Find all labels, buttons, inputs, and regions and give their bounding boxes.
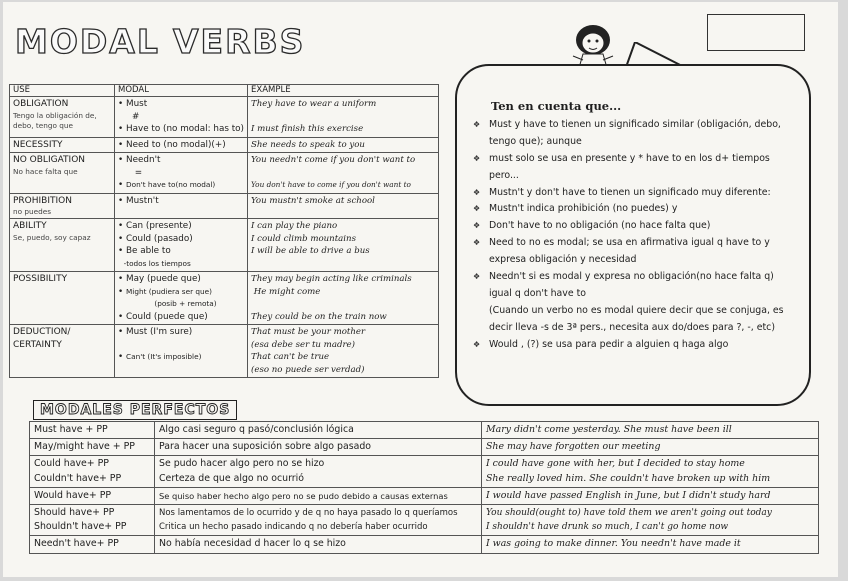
table-row: DEDUCTION/ CERTAINTY • Must (I'm sure) • Can't (It's imposible) That must be your mother (esa debe ser tu madre) That can't be true (eso no puede ser verdad) (10, 325, 439, 378)
note-item: ❖ Mustn't y don't have to tienen un significado muy diferente: (469, 185, 799, 202)
example-text: You mustn't smoke at school (251, 195, 375, 206)
note-item: ❖ must solo se usa en presente y * have to en los d+ tiempos pero... (469, 151, 799, 185)
modal-entry: Don't have to(no modal) (126, 180, 216, 189)
use-label: NECESSITY (13, 139, 63, 150)
use-note: No hace falta que (13, 166, 78, 176)
example-text: I could climb mountains (251, 233, 356, 244)
note-item: ❖ Would , (?) se usa para pedir a alguien q haga algo (469, 337, 799, 354)
perfect-meaning: No había necesidad d hacer lo q se hizo (159, 538, 346, 550)
use-label: OBLIGATION (13, 99, 69, 109)
example-text: You needn't come if you don't want to (251, 155, 416, 165)
perfect-modals-table (29, 421, 819, 554)
perfect-meaning: Se quiso haber hecho algo pero no se pudo debido a causas externas (159, 490, 448, 501)
example-text: I will be able to drive a bus (251, 246, 370, 256)
note-item: ❖ Need to no es modal; se usa en afirmativa igual q have to y expresa obligación y necesidad (469, 235, 799, 269)
modal-entry: Needn't (126, 155, 161, 165)
modal-entry: Need to (no modal)(+) (126, 139, 226, 150)
example-text: I can play the piano (251, 221, 338, 231)
table-row: NECESSITY • Need to (no modal)(+) She needs to speak to you (10, 137, 439, 153)
modal-entry: Might (pudiera ser que) (126, 286, 213, 296)
note-content (469, 98, 799, 354)
note-item: ❖ Must y have to tienen un significado similar (obligación, debo, tengo que); aunque (469, 117, 799, 151)
note-item: ❖ Needn't si es modal y expresa no obligación(no hace falta q) igual q don't have to (469, 269, 799, 303)
table-row: POSSIBILITY • May (puede que) • Might (pudiera ser que) (posib + remota) • Could (puede que) They may begin acting like criminals He might come They could be on the train now (10, 272, 439, 325)
modal-verbs-table (9, 84, 439, 378)
table-row: ABILITY Se, puedo, soy capaz • Can (presente) • Could (pasado) • Be able to -todos los tiempos I can play the piano I could climb mountains I will be able to drive a bus (10, 219, 439, 272)
perfect-example: I would have passed English in June, but I didn't study hard (486, 489, 771, 501)
perfect-example: I could have gone with her, but I decided to stay home (486, 458, 745, 470)
modal-entry: = (134, 167, 143, 178)
modal-entry: Mustn't (126, 195, 159, 206)
perfect-meaning: Para hacer una suposición sobre algo pasado (159, 441, 372, 453)
table-row (30, 487, 819, 504)
perfect-form: Needn't have+ PP (34, 538, 119, 550)
modal-entry: Could (pasado) (126, 233, 193, 244)
perfect-form: Couldn't have+ PP (34, 472, 122, 484)
example-text: That can't be true (251, 352, 330, 362)
example-text: They could be on the train now (251, 311, 387, 322)
perfect-form: Must have + PP (34, 424, 108, 435)
note-item: ❖ Don't have to no obligación (no hace falta que) (469, 218, 799, 235)
header-use: USE (10, 85, 115, 97)
header-example: EXAMPLE (248, 85, 439, 97)
modal-entry: # (131, 111, 140, 122)
title-word-verbs: VERBS (173, 22, 306, 61)
example-text: He might come (253, 286, 321, 297)
modal-entry: Have to (no modal: has to) (126, 124, 244, 134)
table-row (30, 536, 819, 553)
modal-entry: Must (I'm sure) (126, 327, 193, 337)
title-word-modal: MODAL (15, 22, 160, 61)
perfect-meaning: Nos lamentamos de lo ocurrido y de q no haya pasado lo q queríamos (159, 508, 458, 519)
perfect-meaning: Certeza de que algo no ocurrió (159, 472, 304, 484)
modal-entry: Can (presente) (126, 221, 192, 231)
perfect-form: Should have+ PP (34, 507, 115, 519)
example-text: That must be your mother (251, 327, 366, 337)
table-row (30, 422, 819, 439)
perfect-example: I shouldn't have drunk so much, I can't go home now (486, 522, 729, 533)
perfect-form: Would have+ PP (34, 489, 112, 501)
table-row (30, 439, 819, 456)
example-text: They may begin acting like criminals (251, 274, 412, 284)
example-text: (eso no puede ser verdad) (251, 364, 365, 375)
note-item: (Cuando un verbo no es modal quiere decir que se conjuga, es decir lleva -s de 3ª pers., necesita aux do/does para ?, -, etc) (489, 304, 784, 333)
worksheet (3, 2, 838, 577)
modal-entry: Be able to (126, 246, 171, 256)
table-row (30, 505, 819, 536)
example-text: I must finish this exercise (251, 124, 364, 134)
example-text: They have to wear a uniform (251, 99, 377, 109)
perfect-example: You should(ought to) have told them we aren't going out today (486, 508, 772, 519)
use-note: no puedes (13, 207, 52, 216)
table-row: PROHIBITION no puedes • Mustn't You mustn't smoke at school (10, 193, 439, 219)
use-label: NO OBLIGATION (13, 155, 86, 165)
use-label: PROHIBITION (13, 195, 72, 206)
modal-entry: (posib + remota) (154, 299, 217, 308)
perfect-example: I was going to make dinner. You needn't have made it (486, 538, 741, 550)
perfect-example: She may have forgotten our meeting (486, 441, 661, 453)
use-note: Tengo la obligación de, debo, tengo que (13, 110, 97, 130)
example-text: She needs to speak to you (251, 139, 365, 150)
modal-entry: -todos los tiempos (123, 258, 191, 268)
modal-entry: Must (126, 99, 148, 109)
perfect-example: Mary didn't come yesterday. She must have been ill (486, 424, 732, 435)
use-label: ABILITY (13, 221, 47, 231)
modal-entry: Could (puede que) (126, 311, 208, 322)
perfect-meaning: Se pudo hacer algo pero no se hizo (159, 458, 325, 470)
perfect-form: Shouldn't have+ PP (34, 521, 127, 533)
table-row: NO OBLIGATION No hace falta que • Needn't = • Don't have to(no modal) You needn't come if you don't want to You don't have to come if you don't want to (10, 153, 439, 194)
perfect-example: She really loved him. She couldn't have broken up with him (486, 472, 771, 484)
header-modal: MODAL (115, 85, 248, 97)
perfect-form: May/might have + PP (34, 441, 135, 453)
use-note: Se, puedo, soy capaz (13, 232, 91, 242)
perfect-modals-heading: MODALES PERFECTOS (33, 400, 237, 420)
use-label: POSSIBILITY (13, 274, 68, 284)
perfect-form: Could have+ PP (34, 458, 109, 470)
note-heading: Ten en cuenta que... (491, 99, 622, 113)
modal-entry: Can't (It's imposible) (126, 352, 202, 361)
perfect-meaning: Algo casi seguro q pasó/conclusión lógica (159, 424, 354, 435)
example-text: (esa debe ser tu madre) (251, 339, 355, 350)
table-row (30, 456, 819, 487)
example-text: You don't have to come if you don't want to (251, 180, 411, 189)
modal-entry: May (puede que) (126, 274, 201, 284)
perfect-meaning: Critica un hecho pasado indicando q no debería haber ocurrido (159, 522, 428, 533)
table-row: OBLIGATION Tengo la obligación de, debo, tengo que • Must # • Have to (no modal: has to) They have to wear a uniform I must finish this exercise (10, 97, 439, 138)
use-label: DEDUCTION/ CERTAINTY (13, 327, 71, 350)
note-item: ❖ Mustn't indica prohibición (no puedes) y (469, 201, 799, 218)
